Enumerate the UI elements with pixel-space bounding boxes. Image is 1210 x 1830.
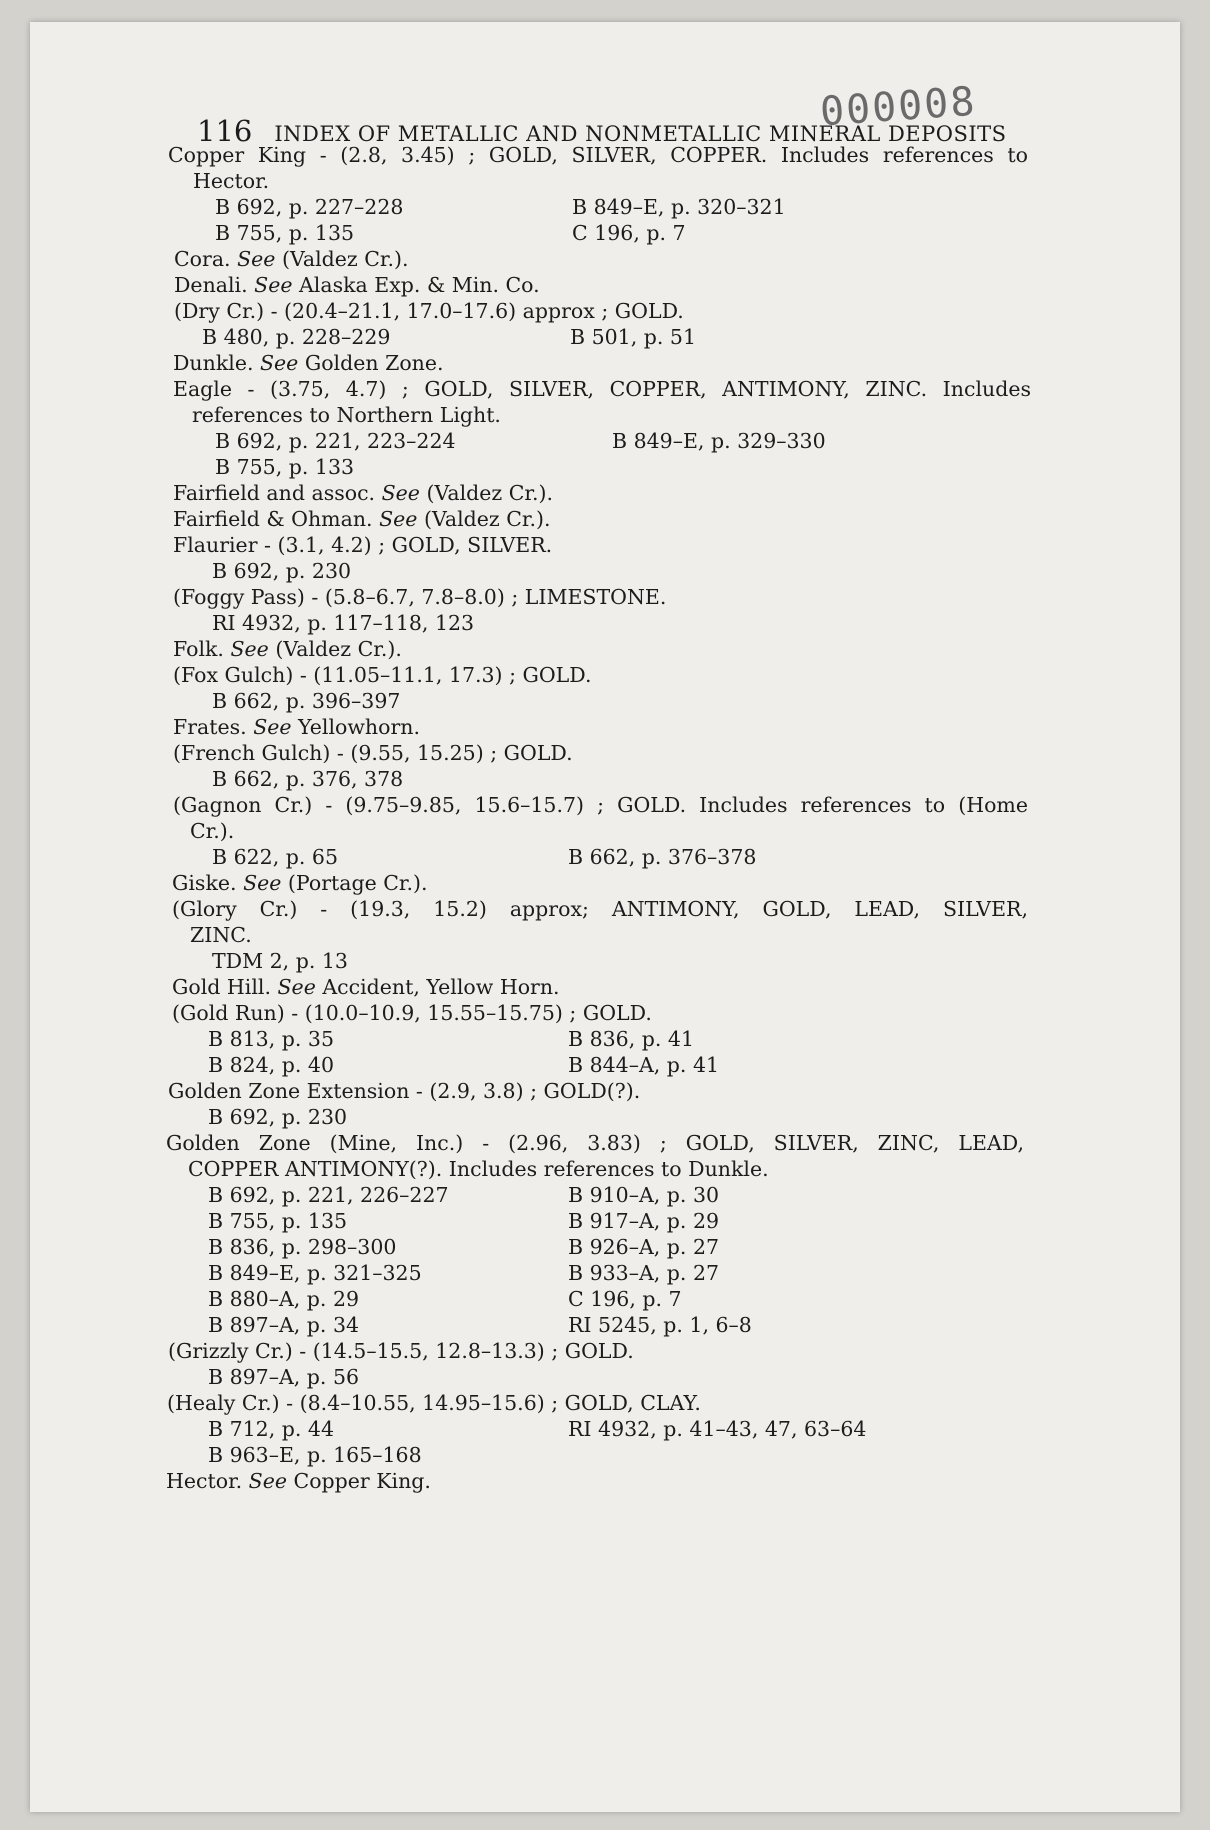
entry-text: B 849–E, p. 320–321 [572,195,786,219]
index-line [173,376,1031,402]
index-line [568,1416,866,1442]
see-reference: See [237,247,276,271]
entry-text: (Grizzly Cr.) - (14.5–15.5, 12.8–13.3) ; GOLD. [168,1339,634,1363]
see-target: (Portage Cr.). [287,871,428,895]
entry-text: B 836, p. 298–300 [208,1235,397,1259]
index-line [174,246,409,272]
index-line [568,1234,719,1260]
index-line [173,662,592,688]
entry-text: Copper King - (2.8, 3.45) ; GOLD, SILVER, COPPER. Includes references to [168,143,1028,167]
entry-text: Hector. [193,169,270,193]
entry-text: Hector. [166,1469,243,1493]
see-target: (Valdez Cr.). [426,481,553,505]
entry-text: B 824, p. 40 [208,1053,334,1077]
index-line [568,844,756,870]
index-line [208,1208,347,1234]
entry-text: B 692, p. 221, 226–227 [208,1183,449,1207]
index-line [173,532,552,558]
index-line [212,844,338,870]
index-line [173,792,1028,818]
index-line [612,428,826,454]
entry-text: B 755, p. 135 [208,1209,348,1233]
entry-text: B 662, p. 376–378 [568,845,757,869]
entry-text: Flaurier - (3.1, 4.2) ; GOLD, SILVER. [173,533,553,557]
entry-text: Eagle - (3.75, 4.7) ; GOLD, SILVER, COPPER, ANTIMONY, ZINC. Includes [173,377,1031,401]
see-reference: See [260,351,299,375]
index-line [215,220,354,246]
index-line [208,1104,347,1130]
entry-text: Golden Zone Extension - (2.9, 3.8) ; GOLD(?). [168,1079,641,1103]
entry-text: B 692, p. 230 [208,1105,348,1129]
entry-text: B 897–A, p. 56 [208,1365,360,1389]
index-line [215,194,403,220]
index-line [572,220,686,246]
see-reference: See [248,1469,287,1493]
index-line [173,350,444,376]
entry-text: B 755, p. 135 [215,221,355,245]
entry-text: RI 4932, p. 41–43, 47, 63–64 [568,1417,867,1441]
index-line [568,1260,719,1286]
see-target: (Valdez Cr.). [281,247,409,271]
index-line [208,1312,359,1338]
entry-text: B 933–A, p. 27 [568,1261,720,1285]
entry-text: B 662, p. 376, 378 [212,767,404,791]
entry-text: C 196, p. 7 [572,221,686,245]
entry-text: Fairfield & Ohman. [173,507,373,531]
entry-text: B 897–A, p. 34 [208,1313,360,1337]
see-target: (Valdez Cr.). [275,637,402,661]
entry-text: B 755, p. 133 [215,455,355,479]
index-line [208,1364,359,1390]
index-line [568,1286,682,1312]
entry-text: Folk. [173,637,224,661]
index-line [190,818,234,844]
index-line [208,1286,359,1312]
index-line [166,1468,431,1494]
index-line [173,480,553,506]
index-line [212,688,400,714]
entry-text: B 963–E, p. 165–168 [208,1443,422,1467]
see-reference: See [254,273,293,297]
index-line [172,1000,652,1026]
entry-text: B 849–E, p. 329–330 [612,429,826,453]
entry-text: (French Gulch) - (9.55, 15.25) ; GOLD. [173,741,573,765]
entry-text: (Glory Cr.) - (19.3, 15.2) approx; ANTIMONY, GOLD, LEAD, SILVER, [172,897,1028,921]
entry-text: B 622, p. 65 [212,845,338,869]
see-reference: See [230,637,269,661]
see-target: (Valdez Cr.). [423,507,551,531]
index-line [174,298,684,324]
entry-text: Golden Zone (Mine, Inc.) - (2.96, 3.83) ; GOLD, SILVER, ZINC, LEAD, [166,1131,1024,1155]
index-line [568,1312,752,1338]
index-line [215,428,456,454]
entry-text: Cora. [174,247,231,271]
see-target: Yellowhorn. [298,715,420,739]
entry-text: references to Northern Light. [192,403,501,427]
see-reference: See [379,507,418,531]
entry-text: B 480, p. 228–229 [202,325,391,349]
see-target: Alaska Exp. & Min. Co. [299,273,540,297]
index-line [172,896,1028,922]
index-line [212,558,351,584]
entry-text: B 836, p. 41 [568,1027,694,1051]
index-line [568,1052,719,1078]
entry-text: (Gagnon Cr.) - (9.75–9.85, 15.6–15.7) ; GOLD. Includes references to (Home [173,793,1028,817]
index-line [168,142,1028,168]
index-line [166,1130,1024,1156]
entry-text: Gold Hill. [172,975,271,999]
entry-text: Cr.). [190,819,235,843]
scanned-page [30,22,1180,1812]
index-line [568,1208,719,1234]
entry-text: B 813, p. 35 [208,1027,334,1051]
entry-text: B 712, p. 44 [208,1417,334,1441]
see-reference: See [253,715,292,739]
index-line [168,1338,634,1364]
entry-text: (Gold Run) - (10.0–10.9, 15.55–15.75) ; GOLD. [172,1001,652,1025]
entry-text: B 849–E, p. 321–325 [208,1261,422,1285]
entry-text: (Dry Cr.) - (20.4–21.1, 17.0–17.6) approx ; GOLD. [174,299,684,323]
entry-text: (Foggy Pass) - (5.8–6.7, 7.8–8.0) ; LIMESTONE. [173,585,667,609]
index-line [173,714,420,740]
page-number: 116 [197,114,253,148]
entry-text: Frates. [173,715,247,739]
index-line [173,636,402,662]
see-target: Copper King. [293,1469,431,1493]
entry-text: Giske. [172,871,237,895]
index-line [172,974,560,1000]
see-target: Golden Zone. [304,351,444,375]
index-line [568,1182,719,1208]
entry-text: RI 4932, p. 117–118, 123 [212,611,475,635]
index-line [173,506,551,532]
index-line [193,168,269,194]
entry-text: B 844–A, p. 41 [568,1053,720,1077]
index-line [572,194,786,220]
index-line [168,1078,640,1104]
entry-text: Denali. [174,273,248,297]
entry-text: Dunkle. [173,351,254,375]
index-line [208,1026,334,1052]
index-line [570,324,696,350]
entry-text: RI 5245, p. 1, 6–8 [568,1313,752,1337]
entry-text: Fairfield and assoc. [173,481,376,505]
index-line [208,1416,334,1442]
see-reference: See [381,481,420,505]
index-line [172,870,428,896]
index-line [202,324,390,350]
index-line [192,402,501,428]
index-line [208,1260,422,1286]
index-line [167,1390,701,1416]
entry-text: B 501, p. 51 [570,325,696,349]
entry-text: B 692, p. 230 [212,559,352,583]
index-line [208,1234,396,1260]
entry-text: B 692, p. 221, 223–224 [215,429,456,453]
page-stamp: 000008 [818,78,978,136]
index-line [215,454,354,480]
entry-text: B 910–A, p. 30 [568,1183,720,1207]
entry-text: ZINC. [190,923,252,947]
index-line [173,584,666,610]
entry-text: C 196, p. 7 [568,1287,682,1311]
index-line [208,1052,334,1078]
entry-text: TDM 2, p. 13 [212,949,348,973]
entry-text: (Fox Gulch) - (11.05–11.1, 17.3) ; GOLD. [173,663,592,687]
index-line [190,922,252,948]
index-line [212,766,403,792]
entry-text: B 662, p. 396–397 [212,689,401,713]
entry-text: B 880–A, p. 29 [208,1287,360,1311]
entry-text: COPPER ANTIMONY(?). Includes references to Dunkle. [188,1157,769,1181]
index-line [188,1156,769,1182]
index-line [568,1026,694,1052]
see-target: Accident, Yellow Horn. [322,975,560,999]
index-line [208,1442,422,1468]
entry-text: (Healy Cr.) - (8.4–10.55, 14.95–15.6) ; GOLD, CLAY. [167,1391,701,1415]
entry-text: B 692, p. 227–228 [215,195,404,219]
running-head: INDEX OF METALLIC AND NONMETALLIC MINERAL DEPOSITS [274,122,1007,146]
index-line [174,272,540,298]
index-line [212,610,474,636]
see-reference: See [277,975,316,999]
see-reference: See [243,871,282,895]
index-line [173,740,573,766]
index-line [212,948,348,974]
entry-text: B 917–A, p. 29 [568,1209,720,1233]
entry-text: B 926–A, p. 27 [568,1235,720,1259]
index-line [208,1182,449,1208]
